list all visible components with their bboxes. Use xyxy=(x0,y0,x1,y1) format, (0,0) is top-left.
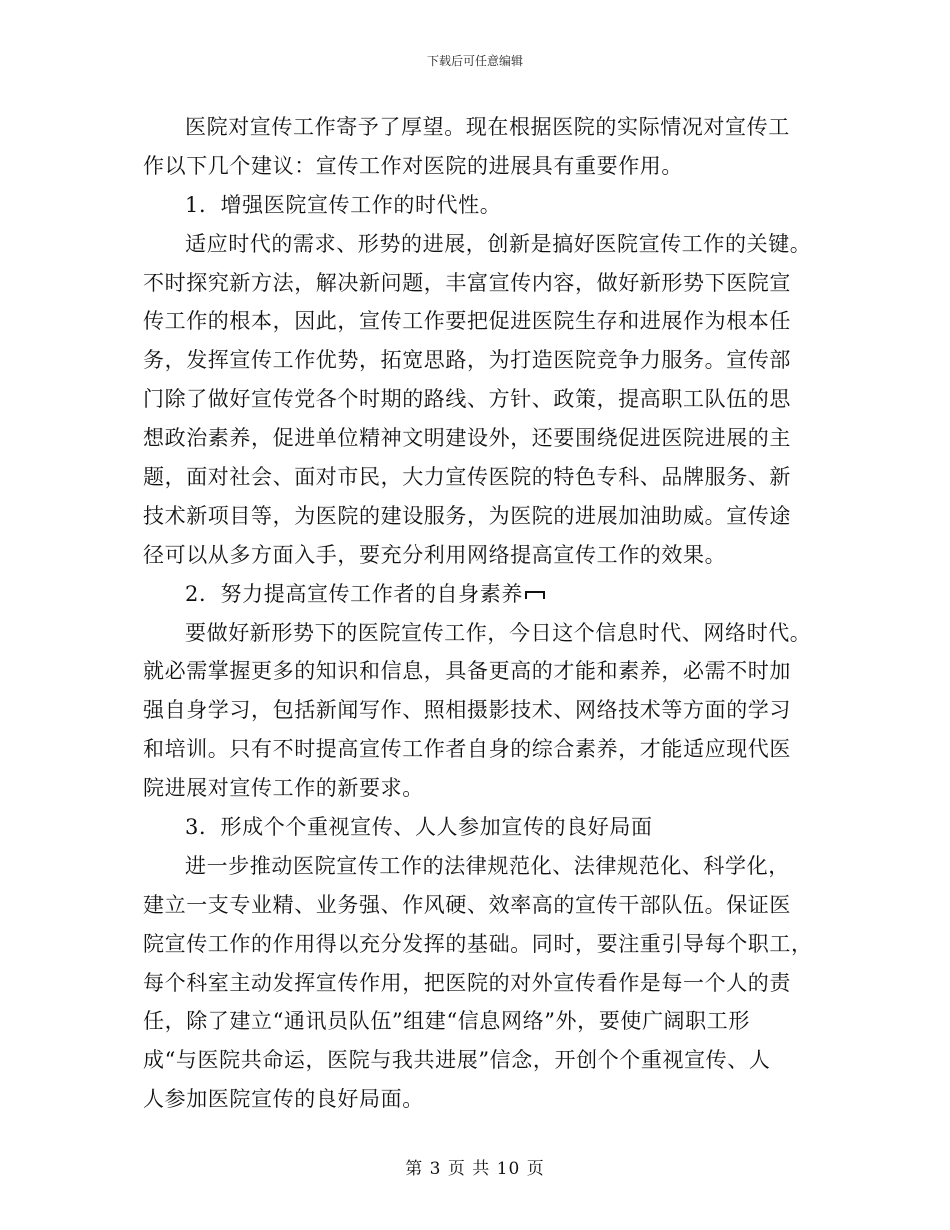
text-line xyxy=(143,1002,813,1041)
text-line xyxy=(143,147,813,186)
text-line xyxy=(143,536,813,575)
text-line xyxy=(143,730,813,769)
text-line-content: 径可以从多方面入手，要充分利用网络提高宣传工作的效果。 xyxy=(143,542,727,567)
edit-mark-icon xyxy=(525,591,545,599)
text-line xyxy=(143,419,813,458)
text-line-content: 人参加医院宣传的良好局面。 xyxy=(143,1087,424,1112)
text-line-content: 不时探究新方法，解决新问题，丰富宣传内容，做好新形势下医院宣 xyxy=(143,270,791,295)
text-line xyxy=(143,652,813,691)
text-line-content: 成“与医院共命运，医院与我共进展”信念，开创个个重视宣传、人 xyxy=(143,1048,771,1073)
text-line-content: 每个科室主动发挥宣传作用，把医院的对外宣传看作是每一个人的责 xyxy=(143,970,791,995)
text-line-content: 医院对宣传工作寄予了厚望。现在根据医院的实际情况对宣传工 xyxy=(185,115,790,139)
text-line-content: 和培训。只有不时提高宣传工作者自身的综合素养，才能适应现代医 xyxy=(143,737,791,762)
text-line-content: 建立一支专业精、业务强、作风硬、效率高的宣传干部队伍。保证医 xyxy=(143,892,791,917)
text-line-content: 适应时代的需求、形势的进展，创新是搞好医院宣传工作的关键。 xyxy=(185,231,812,256)
text-line-content: 1．增强医院宣传工作的时代性。 xyxy=(185,192,502,217)
text-line xyxy=(143,1080,813,1119)
text-line-content: 强自身学习，包括新闻写作、照相摄影技术、网络技术等方面的学习 xyxy=(143,698,791,723)
text-line xyxy=(143,302,813,341)
page-footer: 第 3 页 共 10 页 xyxy=(405,1159,545,1179)
text-line xyxy=(143,186,813,225)
text-line xyxy=(143,886,813,925)
text-line xyxy=(143,614,813,653)
text-line xyxy=(143,341,813,380)
text-line xyxy=(143,808,813,847)
text-line-content: 就必需掌握更多的知识和信息，具备更高的才能和素养，必需不时加 xyxy=(143,659,791,684)
text-line-content: 院进展对宣传工作的新要求。 xyxy=(143,776,424,801)
text-line xyxy=(143,925,813,964)
text-line xyxy=(143,264,813,303)
text-line-content: 作以下几个建议：宣传工作对医院的进展具有重要作用。 xyxy=(143,153,683,178)
text-line-content: 3．形成个个重视宣传、人人参加宣传的良好局面 xyxy=(185,815,653,840)
text-line xyxy=(143,458,813,497)
text-line-content: 技术新项目等，为医院的建设服务，为医院的进展加油助威。宣传途 xyxy=(143,503,791,528)
text-line-content: 门除了做好宣传党各个时期的路线、方针、政策，提高职工队伍的思 xyxy=(143,387,791,412)
text-line xyxy=(143,769,813,808)
text-line xyxy=(143,1041,813,1080)
text-line-content: 要做好新形势下的医院宣传工作，今日这个信息时代、网络时代。 xyxy=(185,620,812,645)
text-line-content: 传工作的根本，因此，宣传工作要把促进医院生存和进展作为根本任 xyxy=(143,309,791,334)
text-line xyxy=(143,108,813,147)
text-line xyxy=(143,847,813,886)
text-line-content: 题，面对社会、面对市民，大力宣传医院的特色专科、品牌服务、新 xyxy=(143,465,791,490)
text-line xyxy=(143,380,813,419)
text-line xyxy=(143,225,813,264)
header-note: 下载后可任意编辑 xyxy=(426,54,523,68)
text-line-content: 务，发挥宣传工作优势，拓宽思路，为打造医院竞争力服务。宣传部 xyxy=(143,348,791,373)
text-line xyxy=(143,575,813,614)
text-line-content: 2．努力提高宣传工作者的自身素养 xyxy=(185,581,523,606)
text-line-content: 院宣传工作的作用得以充分发挥的基础。同时，要注重引导每个职工， xyxy=(143,931,813,956)
document-body xyxy=(143,108,813,1119)
text-line-content: 任，除了建立“通讯员队伍”组建“信息网络”外，要使广阔职工形 xyxy=(143,1009,750,1034)
text-line xyxy=(143,497,813,536)
text-line xyxy=(143,964,813,1003)
text-line xyxy=(143,691,813,730)
text-line-content: 想政治素养，促进单位精神文明建设外，还要围绕促进医院进展的主 xyxy=(143,426,791,451)
text-line-content: 进一步推动医院宣传工作的法律规范化、法律规范化、科学化， xyxy=(185,853,790,878)
